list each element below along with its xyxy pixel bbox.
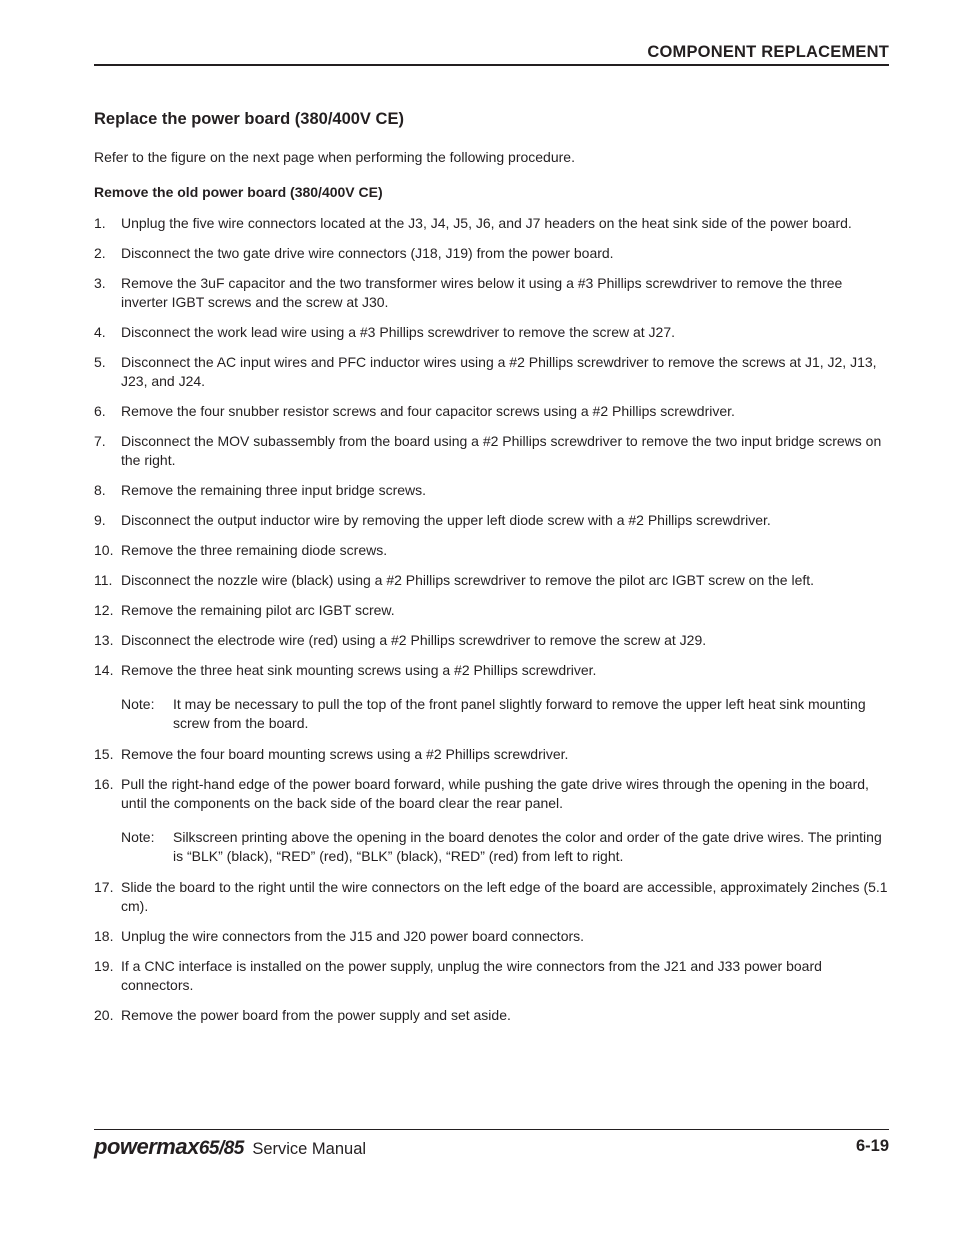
step-item (94, 541, 889, 560)
step-text: Disconnect the nozzle wire (black) using a #2 Phillips screwdriver to remove the pilot arc IGBT screw on the left. (121, 572, 815, 588)
step-text: If a CNC interface is installed on the power supply, unplug the wire connectors from the J21 and J33 power board connectors. (121, 958, 822, 993)
step-item (94, 214, 889, 233)
steps-list (94, 214, 889, 1025)
step-body (121, 244, 614, 263)
step-number: 15. (94, 746, 114, 762)
step-body (121, 432, 889, 470)
intro-text: Refer to the figure on the next page when performing the following procedure. (94, 149, 575, 165)
step-body (121, 541, 387, 560)
step-number: 4. (94, 324, 106, 340)
step-text: Remove the 3uF capacitor and the two transformer wires below it using a #3 Phillips screwdriver to remove the three inverter IGBT screws and the screw at J30. (121, 275, 843, 310)
footer-divider (94, 1129, 889, 1130)
step-body (121, 957, 889, 995)
step-number: 7. (94, 433, 106, 449)
step-item (94, 661, 889, 734)
step-text: Pull the right-hand edge of the power board forward, while pushing the gate drive wires through the opening in the board, until the components on the back side of the board clear the rear panel. (121, 776, 869, 811)
main-content (94, 110, 889, 1036)
step-body (121, 601, 395, 620)
note-label: Note: (121, 829, 155, 845)
step-text: Disconnect the two gate drive wire connectors (J18, J19) from the power board. (121, 245, 614, 261)
step-text: Unplug the five wire connectors located at the J3, J4, J5, J6, and J7 headers on the heat sink side of the power board. (121, 215, 852, 231)
step-text: Remove the four snubber resistor screws and four capacitor screws using a #2 Phillips screwdriver. (121, 403, 735, 419)
step-number: 5. (94, 354, 106, 370)
note-label: Note: (121, 696, 155, 712)
step-body (121, 274, 889, 312)
step-item (94, 745, 889, 764)
page-title: Replace the power board (380/400V CE) (94, 110, 404, 128)
step-body (121, 353, 889, 391)
step-body (121, 631, 706, 650)
step-number: 1. (94, 215, 106, 231)
header-divider (94, 64, 889, 66)
note-text: It may be necessary to pull the top of the front panel slightly forward to remove the upper left heat sink mounting screw from the board. (173, 696, 866, 731)
step-text: Disconnect the MOV subassembly from the board using a #2 Phillips screwdriver to remove the two input bridge screws on the right. (121, 433, 882, 468)
step-body (121, 927, 584, 946)
step-body (121, 214, 852, 233)
step-body (121, 571, 814, 590)
step-text: Slide the board to the right until the wire connectors on the left edge of the board are accessible, approximately 2inches (5.1 cm). (121, 879, 888, 914)
step-item (94, 323, 889, 342)
step-text: Remove the four board mounting screws using a #2 Phillips screwdriver. (121, 746, 569, 762)
step-item (94, 244, 889, 263)
step-item (94, 353, 889, 391)
brand-model: 65/85 (198, 1138, 244, 1159)
step-body (121, 402, 735, 421)
step-text: Remove the three heat sink mounting screws using a #2 Phillips screwdriver. (121, 662, 597, 678)
step-number: 2. (94, 245, 106, 261)
step-number: 8. (94, 482, 106, 498)
step-item (94, 481, 889, 500)
step-item (94, 274, 889, 312)
step-item (94, 511, 889, 530)
step-item (94, 775, 889, 867)
step-number: 19. (94, 958, 114, 974)
step-item (94, 601, 889, 620)
step-number: 3. (94, 275, 106, 291)
step-body (121, 661, 889, 734)
section-title: COMPONENT REPLACEMENT (647, 43, 889, 61)
step-item (94, 402, 889, 421)
procedure-subtitle: Remove the old power board (380/400V CE) (94, 184, 383, 200)
step-item (94, 631, 889, 650)
step-text: Disconnect the AC input wires and PFC inductor wires using a #2 Phillips screwdriver to remove the screws at J1, J2, J13, J23, and J24. (121, 354, 877, 389)
step-body (121, 745, 568, 764)
step-text: Disconnect the electrode wire (red) using a #2 Phillips screwdriver to remove the screw at J29. (121, 632, 707, 648)
brand-name: powermax (94, 1134, 199, 1159)
step-item (94, 1006, 889, 1025)
step-number: 14. (94, 662, 114, 678)
step-body (121, 1006, 511, 1025)
step-text: Disconnect the work lead wire using a #3 Phillips screwdriver to remove the screw at J27. (121, 324, 676, 340)
step-number: 16. (94, 776, 114, 792)
footer-branding (94, 1134, 366, 1160)
manual-label: Service Manual (252, 1140, 367, 1158)
step-body (121, 775, 889, 867)
step-note (121, 695, 889, 733)
step-item (94, 957, 889, 995)
step-item (94, 432, 889, 470)
step-item (94, 927, 889, 946)
step-item (94, 571, 889, 590)
step-text: Remove the three remaining diode screws. (121, 542, 388, 558)
step-body (121, 511, 771, 530)
step-number: 6. (94, 403, 106, 419)
brand-logo (94, 1134, 244, 1159)
step-item (94, 878, 889, 916)
step-text: Disconnect the output inductor wire by removing the upper left diode screw with a #2 Phillips screwdriver. (121, 512, 771, 528)
note-text: Silkscreen printing above the opening in the board denotes the color and order of the gate drive wires. The printing is “BLK” (black), “RED” (red), “BLK” (black), “RED” (red) from left to right. (173, 829, 882, 864)
step-text: Remove the remaining three input bridge screws. (121, 482, 427, 498)
step-text: Remove the power board from the power supply and set aside. (121, 1007, 511, 1023)
step-body (121, 481, 426, 500)
step-number: 13. (94, 632, 114, 648)
step-number: 9. (94, 512, 106, 528)
step-body (121, 323, 675, 342)
step-number: 10. (94, 542, 114, 558)
step-note (121, 828, 889, 866)
step-body (121, 878, 889, 916)
step-number: 17. (94, 879, 114, 895)
step-number: 12. (94, 602, 114, 618)
step-number: 18. (94, 928, 114, 944)
step-number: 20. (94, 1007, 114, 1023)
step-text: Unplug the wire connectors from the J15 and J20 power board connectors. (121, 928, 585, 944)
step-number: 11. (94, 572, 113, 588)
page-number: 6-19 (855, 1137, 889, 1155)
step-text: Remove the remaining pilot arc IGBT screw. (121, 602, 395, 618)
